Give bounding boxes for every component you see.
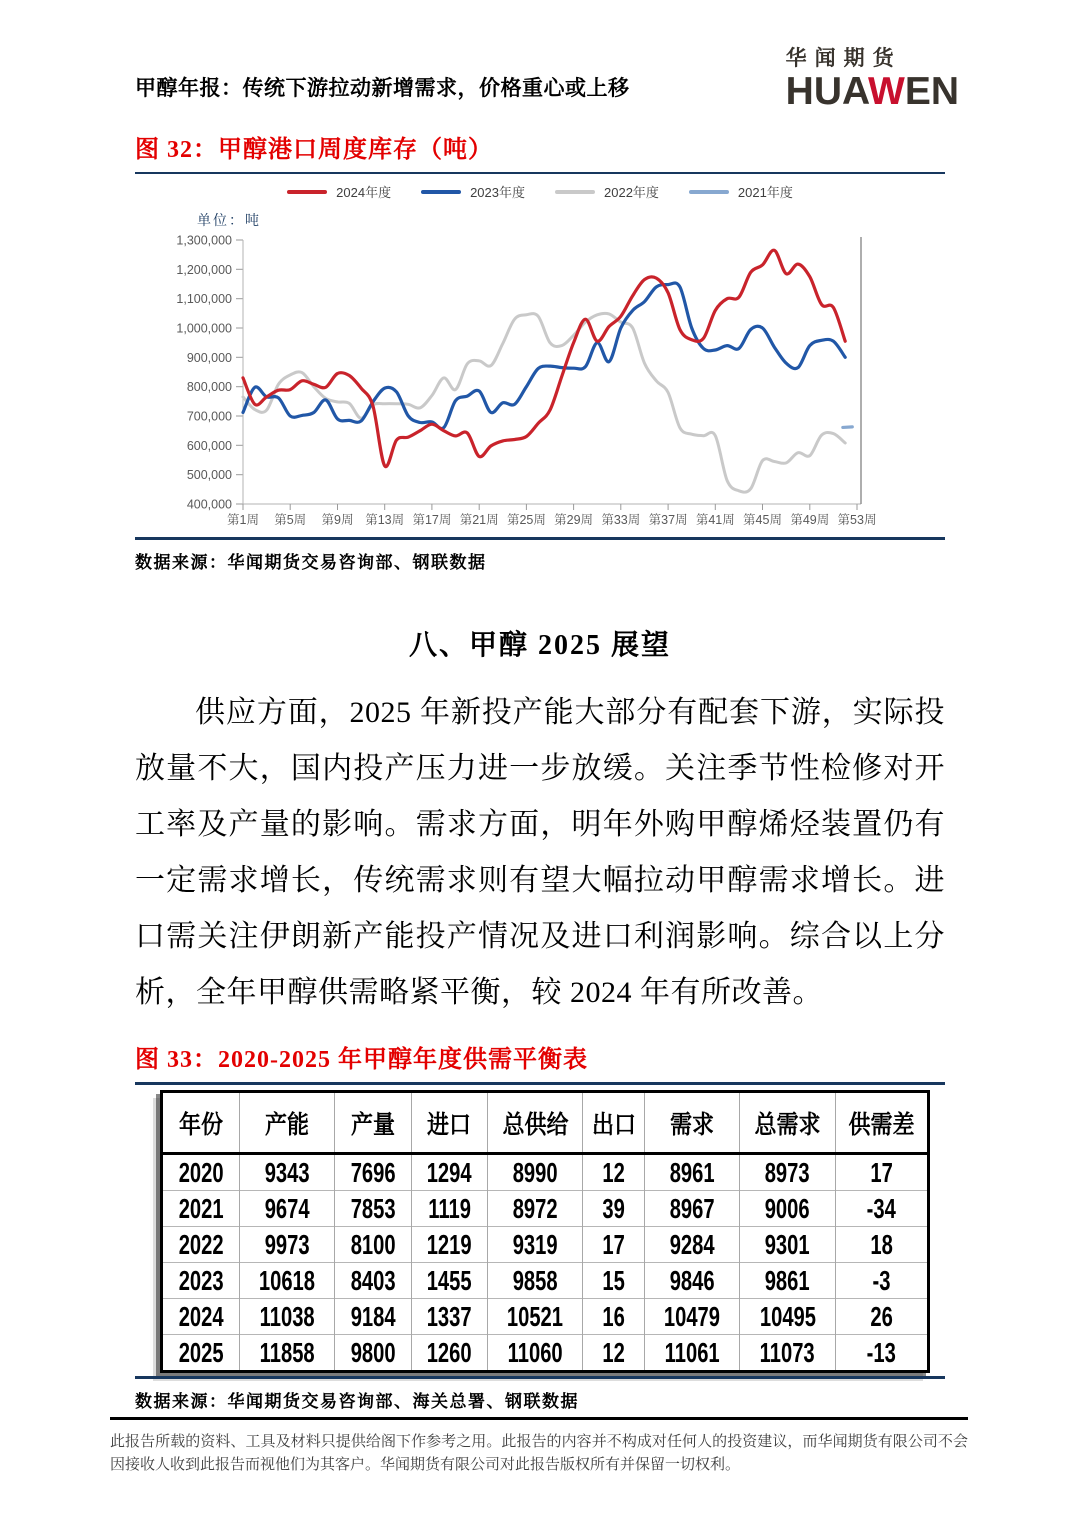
svg-text:第5周: 第5周 <box>274 513 307 527</box>
footer-rule <box>110 1417 968 1420</box>
table-cell: 1455 <box>411 1263 488 1299</box>
legend-line-swatch <box>421 190 461 194</box>
table-cell: 8961 <box>645 1154 740 1191</box>
table-cell: 9861 <box>740 1263 835 1299</box>
table-cell: 8973 <box>740 1154 835 1191</box>
table-cell: 8972 <box>488 1191 583 1227</box>
table-cell: -3 <box>835 1263 928 1299</box>
svg-text:500,000: 500,000 <box>186 468 232 483</box>
balance-table-body <box>162 1154 929 1372</box>
balance-table <box>160 1090 930 1373</box>
svg-text:900,000: 900,000 <box>186 350 232 365</box>
figure-32 <box>135 129 945 573</box>
table-row <box>162 1299 929 1335</box>
logo-red-w-mark: W <box>868 70 905 113</box>
table-cell: 9846 <box>645 1263 740 1299</box>
legend-line-swatch <box>555 190 595 194</box>
table-header-cell: 需求 <box>645 1092 740 1154</box>
footer-disclaimer: 此报告所载的资料、工具及材料只提供给阁下作参考之用。此报告的内容并不构成对任何人的投资建议，而华闻期货有限公司不会因接收人收到此报告而视他们为其客户。华闻期货有限公司对此报告版权所有并保留一切权利。 <box>110 1433 968 1473</box>
chart-area <box>135 182 945 537</box>
svg-text:第33周: 第33周 <box>601 513 641 527</box>
table-header-cell: 产能 <box>239 1092 334 1154</box>
svg-text:第25周: 第25周 <box>506 513 546 527</box>
svg-text:第37周: 第37周 <box>648 513 688 527</box>
logo-english-text <box>786 72 959 111</box>
table-bottom-rule <box>135 1376 945 1379</box>
legend-item <box>421 182 525 201</box>
table-cell: 9006 <box>740 1191 835 1227</box>
svg-text:第9周: 第9周 <box>321 513 354 527</box>
figure-bottom-rule <box>135 537 945 540</box>
table-cell: 8990 <box>488 1154 583 1191</box>
svg-text:800,000: 800,000 <box>186 380 232 395</box>
table-cell: 16 <box>583 1299 645 1335</box>
figure-33 <box>135 1039 945 1412</box>
table-cell: 9973 <box>239 1227 334 1263</box>
table-cell: 9674 <box>239 1191 334 1227</box>
table-cell: 2024 <box>162 1299 240 1335</box>
table-cell: 9301 <box>740 1227 835 1263</box>
table-cell: 9800 <box>335 1335 412 1372</box>
svg-text:600,000: 600,000 <box>186 438 232 453</box>
chart-legend <box>135 182 945 201</box>
svg-text:第17周: 第17周 <box>412 513 452 527</box>
svg-text:1,200,000: 1,200,000 <box>176 262 232 277</box>
svg-text:第41周: 第41周 <box>695 513 735 527</box>
figure-32-title: 图 32：甲醇港口周度库存（吨） <box>135 137 493 163</box>
table-cell: 11073 <box>740 1335 835 1372</box>
section-heading: 八、甲醇 2025 展望 <box>408 630 671 661</box>
table-cell: 17 <box>835 1154 928 1191</box>
table-cell: 10521 <box>488 1299 583 1335</box>
table-cell: 11061 <box>645 1335 740 1372</box>
table-cell: 10618 <box>239 1263 334 1299</box>
legend-line-swatch <box>287 190 327 194</box>
table-header-cell: 产量 <box>335 1092 412 1154</box>
table-header-cell: 总需求 <box>740 1092 835 1154</box>
legend-label: 2023年度 <box>470 185 525 200</box>
svg-text:第53周: 第53周 <box>837 513 877 527</box>
page-footer <box>110 1417 968 1476</box>
table-cell: 39 <box>583 1191 645 1227</box>
table-cell: 11858 <box>239 1335 334 1372</box>
unit-label: 单位：吨 <box>197 214 261 229</box>
logo-hua: HUA <box>785 70 868 113</box>
table-row <box>162 1227 929 1263</box>
data-source-figure-33: 数据来源：华闻期货交易咨询部、海关总署、钢联数据 <box>135 1392 579 1411</box>
table-cell: -13 <box>835 1335 928 1372</box>
table-cell: 1219 <box>411 1227 488 1263</box>
legend-label: 2021年度 <box>737 185 793 200</box>
legend-label: 2022年度 <box>604 185 659 200</box>
body-paragraph: 供应方面，2025 年新投产能大部分有配套下游，实际投放量不大，国内投产压力进一步放缓。关注季节性检修对开工率及产量的影响。需求方面，明年外购甲醇烯烃装置仍有一定需求增长，传统需求则有望大幅拉动甲醇需求增长。进口需关注伊朗新产能投产情况及进口利润影响。综合以上分析，全年甲醇供需略紧平衡，较 2024 年有所改善。 <box>135 696 945 1009</box>
svg-text:1,300,000: 1,300,000 <box>176 233 232 248</box>
legend-line-swatch <box>689 190 729 194</box>
legend-label: 2024年度 <box>336 185 392 200</box>
table-cell: 1260 <box>411 1335 488 1372</box>
table-cell: 18 <box>835 1227 928 1263</box>
table-cell: 2022 <box>162 1227 240 1263</box>
table-top-rule <box>135 1082 945 1085</box>
svg-text:1,000,000: 1,000,000 <box>176 321 232 336</box>
svg-text:第45周: 第45周 <box>743 513 782 527</box>
legend-item <box>555 182 659 201</box>
table-cell: 9319 <box>488 1227 583 1263</box>
table-cell: 9343 <box>239 1154 334 1191</box>
svg-text:第21周: 第21周 <box>459 513 499 527</box>
table-cell: 12 <box>583 1154 645 1191</box>
table-cell: 10479 <box>645 1299 740 1335</box>
table-cell: 9184 <box>335 1299 412 1335</box>
table-cell: 12 <box>583 1335 645 1372</box>
table-cell: 2020 <box>162 1154 240 1191</box>
report-title: 甲醇年报：传统下游拉动新增需求，价格重心或上移 <box>135 77 630 100</box>
inventory-chart <box>135 230 945 532</box>
company-logo <box>786 48 959 111</box>
table-cell: 8967 <box>645 1191 740 1227</box>
table-header-cell: 总供给 <box>488 1092 583 1154</box>
table-cell: 17 <box>583 1227 645 1263</box>
svg-text:1,100,000: 1,100,000 <box>176 292 232 307</box>
table-row <box>162 1335 929 1372</box>
svg-text:第29周: 第29周 <box>554 513 594 527</box>
table-cell: 2023 <box>162 1263 240 1299</box>
table-row <box>162 1263 929 1299</box>
table-cell: 1119 <box>411 1191 488 1227</box>
table-cell: 11060 <box>488 1335 583 1372</box>
table-cell: 8100 <box>335 1227 412 1263</box>
table-cell: 2025 <box>162 1335 240 1372</box>
svg-text:400,000: 400,000 <box>186 497 232 512</box>
table-header-cell: 供需差 <box>835 1092 928 1154</box>
table-cell: 1337 <box>411 1299 488 1335</box>
svg-text:第49周: 第49周 <box>790 513 830 527</box>
table-cell: 11038 <box>239 1299 334 1335</box>
legend-item <box>689 182 793 201</box>
svg-text:第13周: 第13周 <box>365 513 405 527</box>
table-cell: 7853 <box>335 1191 412 1227</box>
figure-top-rule <box>135 172 945 174</box>
table-cell: 7696 <box>335 1154 412 1191</box>
svg-text:700,000: 700,000 <box>186 409 232 424</box>
table-cell: 1294 <box>411 1154 488 1191</box>
table-cell: 9284 <box>645 1227 740 1263</box>
table-cell: 8403 <box>335 1263 412 1299</box>
svg-text:第1周: 第1周 <box>227 513 259 527</box>
table-cell: 15 <box>583 1263 645 1299</box>
table-header-cell: 进口 <box>411 1092 488 1154</box>
balance-table-head-row <box>162 1092 929 1154</box>
table-cell: 2021 <box>162 1191 240 1227</box>
table-row <box>162 1154 929 1191</box>
logo-chinese-text: 华闻期货 <box>785 47 902 70</box>
data-source-figure-32: 数据来源：华闻期货交易咨询部、钢联数据 <box>135 553 487 572</box>
table-cell: -34 <box>835 1191 928 1227</box>
table-cell: 10495 <box>740 1299 835 1335</box>
table-cell: 26 <box>835 1299 928 1335</box>
table-row <box>162 1191 929 1227</box>
page-header <box>135 0 959 113</box>
table-cell: 9858 <box>488 1263 583 1299</box>
logo-en: EN <box>904 70 959 113</box>
legend-item <box>287 182 391 201</box>
table-header-cell: 年份 <box>162 1092 240 1154</box>
table-header-cell: 出口 <box>583 1092 645 1154</box>
figure-33-title: 图 33：2020-2025 年甲醇年度供需平衡表 <box>135 1047 588 1073</box>
